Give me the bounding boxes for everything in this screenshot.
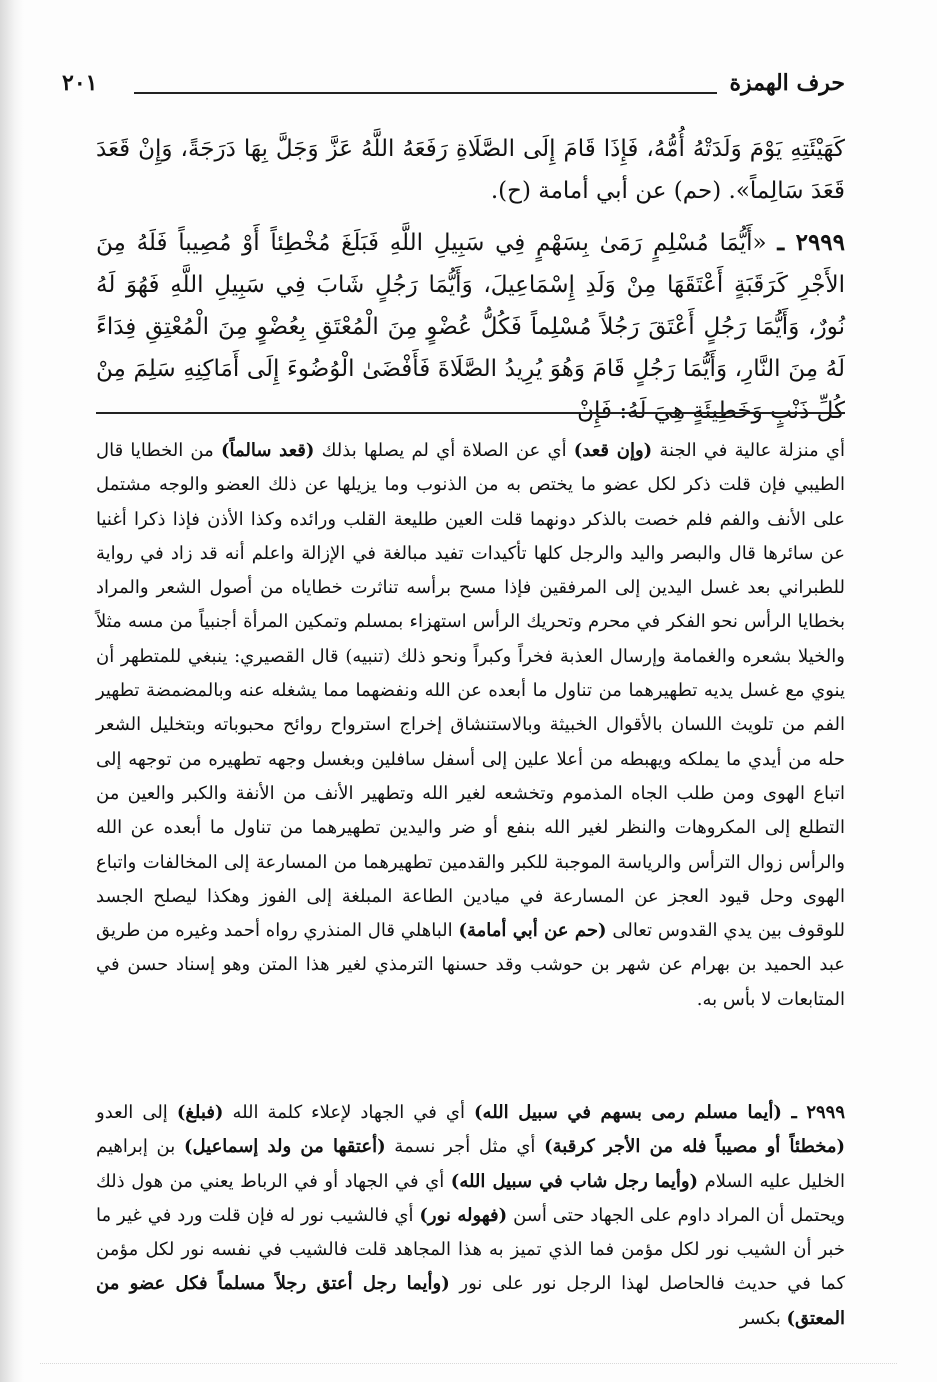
commentary-paragraph-2 [96, 1096, 845, 1336]
commentary-quote: (حم عن أبي أمامة) [458, 920, 607, 942]
commentary-quote: (وإن قعد) [573, 440, 653, 461]
commentary-text: بن إبراهيم الخليل عليه السلام [96, 1136, 845, 1192]
header-rule [134, 92, 717, 94]
commentary-quote: (فهوله نور) [419, 1204, 508, 1226]
commentary-quote: (أيما مسلم رمى بسهم في سبيل الله) [474, 1102, 782, 1123]
hadith-text: «أَيُّمَا مُسْلِمٍ رَمَىٰ بِسَهْمٍ فِي سَبِيلِ اللَّهِ فَبَلَغَ مُخْطِئاً أَوْ مُصِيباً فَلَهُ مِنَ الأَجْرِ كَرَقَبَةٍ أَعْتَقَهَا مِنْ وَلَدِ إِسْمَاعِيلَ، وَأَيُّمَا رَجُلٍ شَابَ فِي سَبِيلِ اللَّهِ فَهُوَ لَهُ نُورٌ، وَأَيُّمَا رَجُلٍ أَعْتَقَ رَجُلاً مُسْلِماً فَكُلُّ عُضْوٍ مِنَ الْمُعْتَقِ بِعُضْوٍ مِنَ الْمُعْتِقِ فِدَاءً لَهُ مِنَ النَّارِ، وَأَيُّمَا رَجُلٍ قَامَ وَهُوَ يُرِيدُ الصَّلَاةَ فَأَفْضَىٰ الْوُضُوءَ إِلَى أَمَاكِنِهِ سَلِمَ مِنْ كُلِّ ذَنْبٍ وَخَطِيئَةٍ هِيَ لَهُ: فَإِنْ [96, 230, 845, 424]
commentary-quote: (فبلغ) [176, 1102, 224, 1123]
commentary-text: أي مثل أجر نسمة [385, 1136, 545, 1158]
scan-edge-shadow [0, 0, 24, 1382]
commentary-text: بكسر [739, 1307, 787, 1329]
commentary-text: أي منزلة عالية في الجنة [652, 440, 845, 461]
commentary-text: أي فالشيب نور له فإن قلت ورد في غير ما خبر أن الشيب نور لكل مؤمن فما الذي تميز به هذا المجاهد قلت فالشيب في نفسه نور لكل مؤمن كما في حديث فالحاصل لهذا الرجل نور على نور [96, 1204, 846, 1295]
scan-footer-noise [40, 1363, 897, 1374]
commentary-text: من الخطايا قال الطيبي فإن قلت ذكر لكل عضو ما يختص به من الذنوب وما يزيلها عن ذلك العضو والوجه مشتمل على الأنف والفم فلم خصت بالذكر دونهما قلت العين طليعة القلب ورائده وكذا الأذن فإذا ذكرا أغنيا عن سائرها قال والبصر واليد والرجل كلها تأكيدات تفيد مبالغة في الإزالة واعلم أنه قد زاد في رواية للطبراني بعد غسل اليدين إلى المرفقين فإذا مسح برأسه تناثرت خطاياه من أصول الشعر والمراد بخطايا الرأس نحو الفكر في محرم وتحريك الرأس استهزاء بمسلم وتمكين المرأة أجنبياً من مسه مثلاً والخيلا بشعره والغمامة وإرسال العذبة فخراً وكبراً ونحو ذلك (تنبيه) قال القصيري: ينبغي للمتطهر أن ينوي مع غسل يديه تطهيرهما من تناول ما أبعده عن الله ونفضهما مما يشغله عنه وبالمضمضة تطهير الفم من تلويث اللسان بالأقوال الخبيثة وبالاستنشاق إخراج استرواح روائح محبوباته وبتخليل الشعر حله من أيدي ما يملكه ويهبطه من أعلا علين إلى أسفل سافلين وبغسل وجهه تطهيره من توجهه إلى اتباع الهوى ومن طلب الجاه المذموم وتخشعه لغير الله وتطهير الأنف من الأنفة والكبر والعين من التطلع إلى المكروهات والنظر لغير الله بنفع أو ضر واليدين تطهيرهما من تناول ما أبعده عن الله والرأس زوال الترأس والرياسة الموجبة للكبر والقدمين تطهيرهما من المسارعة إلى المخالفات واتباع الهوى وحل قيود العجز عن المسارعة في ميادين الطاعة المبلغة إلى الفوز وهكذا ليصلح الجسد للوقوف بين يدي القدوس تعالى [96, 440, 846, 942]
page-number: ٢٠١ [62, 70, 98, 96]
commentary-paragraph-1 [96, 434, 845, 1017]
hadith-number: ٢٩٩٩ ـ [777, 229, 846, 256]
text-divider [96, 412, 845, 414]
commentary-quote: (أعتقها من ولد إسماعيل) [183, 1136, 386, 1158]
commentary-text: أي عن الصلاة أي لم يصلها بذلك [314, 440, 574, 461]
commentary-quote: (وأيما رجل أعتق رجلاً مسلماً فكل عضو من المعتق) [96, 1273, 845, 1329]
commentary-text: أي في الجهاد أو في الرباط يعني من هول ذلك ويحتمل أن المراد داوم على الجهاد حتى أسن [96, 1170, 845, 1226]
hadith-continuation [96, 128, 845, 212]
hadith-2999 [96, 222, 845, 432]
commentary-quote: (قعد سالماً) [220, 440, 315, 461]
commentary-text: أي في الجهاد لإعلاء كلمة الله [223, 1102, 475, 1123]
commentary-number: ٢٩٩٩ ـ [781, 1102, 845, 1123]
page-header [62, 70, 845, 110]
commentary-quote: (وأيما رجل شاب في سبيل الله) [450, 1170, 699, 1192]
hadith-continuation-text: كَهَيْئَتِهِ يَوْمَ وَلَدَتْهُ أُمُّهُ، فَإِذَا قَامَ إِلَى الصَّلَاةِ رَفَعَهُ اللَّهُ عَزَّ وَجَلَّ بِهَا دَرَجَةً، وَإِنْ قَعَدَ قَعَدَ سَالِماً». (حم) عن أبي أمامة (ح). [96, 136, 845, 204]
chapter-title: حرف الهمزة [729, 70, 845, 96]
commentary-text: إلى العدو [96, 1102, 177, 1123]
commentary-text: الباهلي قال المنذري رواه أحمد وغيره من طريق عبد الحميد بن بهرام عن شهر بن حوشب وقد حسنها الترمذي لغير هذا المتن وهو إسناد حسن في المتابعات لا بأس به. [96, 920, 845, 1010]
commentary-quote: (مخطئاً أو مصيباً فله من الأجر كرقبة) [544, 1136, 845, 1158]
